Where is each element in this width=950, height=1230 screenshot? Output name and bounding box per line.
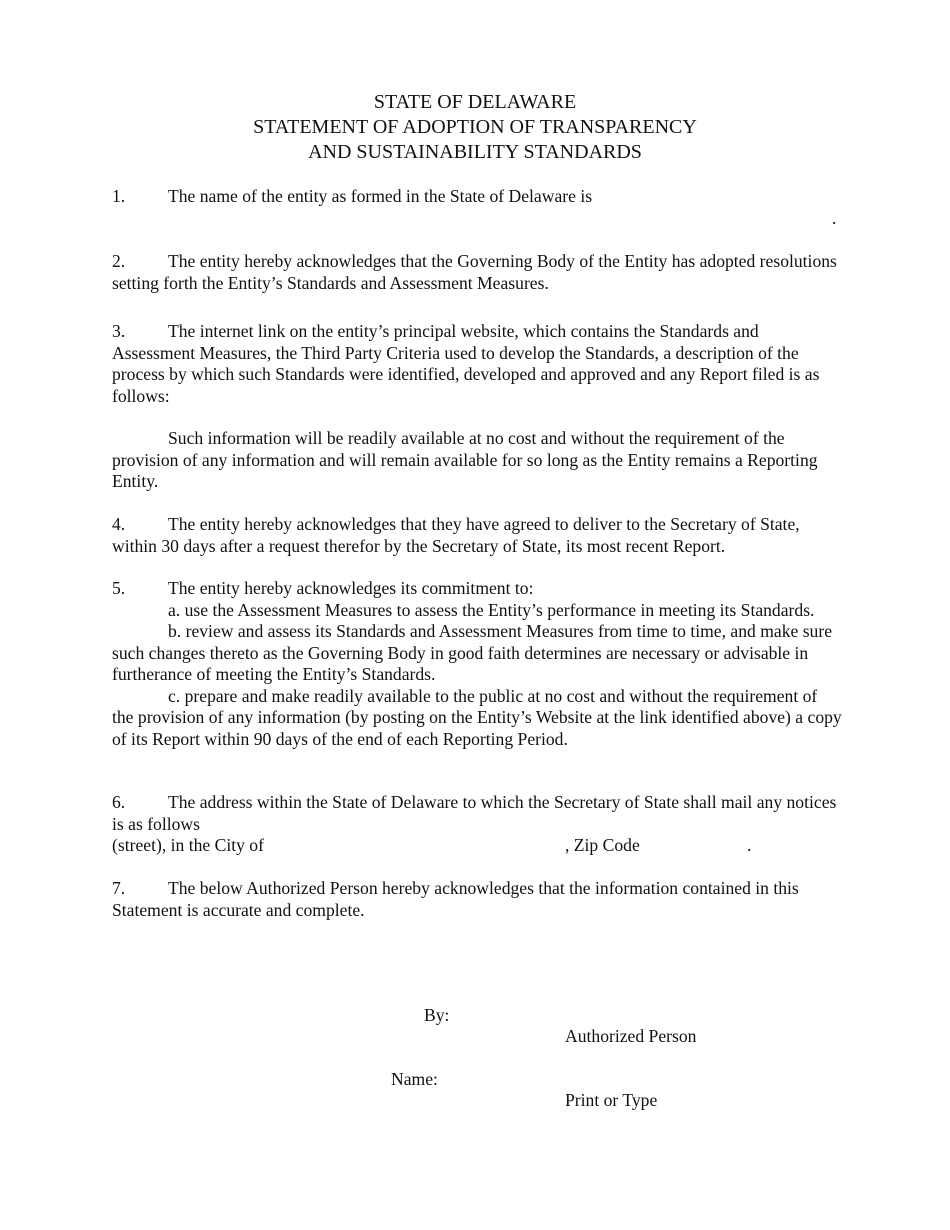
name-label: Name:	[391, 1069, 438, 1089]
section-number: 1.	[112, 186, 126, 206]
section-5-item-c: c. prepare and make readily available to the public at no cost and without the requirement of the provision of any information (by posting on the Entity’s Website at the link identified above) a copy of its Report within 90 days of the end of each Reporting Period.	[112, 685, 842, 749]
section-7	[112, 878, 842, 921]
print-or-type-caption: Print or Type	[565, 1090, 658, 1110]
section-3-paragraph	[112, 428, 842, 493]
section-3	[112, 321, 842, 407]
document-title	[0, 90, 950, 165]
title-line-3: AND SUSTAINABILITY STANDARDS	[308, 141, 642, 163]
section-3-para-text: Such information will be readily available at no cost and without the requirement of the provision of any information and will remain available for so long as the Entity remains a Reporting Entity.	[112, 428, 818, 491]
entity-name-line-end: .	[832, 208, 837, 228]
by-label: By:	[424, 1005, 450, 1025]
section-1	[112, 186, 842, 208]
section-3-text: The internet link on the entity’s principal website, which contains the Standards and Assessment Measures, the Third Party Criteria used to develop the Standards, a description of the process by which such Standards were identified, developed and approved and any Report filed is as follows:	[112, 321, 820, 406]
title-line-1: STATE OF DELAWARE	[373, 91, 577, 113]
street-city-label: (street), in the City of	[112, 835, 264, 855]
section-2	[112, 251, 842, 294]
section-5-text: The entity hereby acknowledges its commitment to:	[168, 578, 534, 598]
section-number: 6.	[112, 792, 126, 812]
section-6-text: The address within the State of Delaware to which the Secretary of State shall mail any notices is as follows	[112, 792, 837, 834]
section-4	[112, 514, 842, 557]
section-6	[112, 792, 842, 835]
section-7-text: The below Authorized Person hereby acknowledges that the information contained in this Statement is accurate and complete.	[112, 878, 799, 920]
section-5-item-a: a. use the Assessment Measures to assess the Entity’s performance in meeting its Standards.	[168, 599, 815, 620]
section-2-text: The entity hereby acknowledges that the Governing Body of the Entity has adopted resolutions setting forth the Entity’s Standards and Assessment Measures.	[112, 251, 837, 293]
title-line-2: STATEMENT OF ADOPTION OF TRANSPARENCY	[253, 116, 697, 138]
section-5-item-b: b. review and assess its Standards and Assessment Measures from time to time, and make sure such changes thereto as the Governing Body in good faith determines are necessary or advisable in furtherance of meeting the Entity’s Standards.	[112, 621, 833, 684]
address-line-end: .	[747, 835, 752, 855]
section-number: 3.	[112, 321, 126, 341]
section-number: 7.	[112, 878, 126, 898]
authorized-person-caption: Authorized Person	[565, 1026, 697, 1046]
section-number: 5.	[112, 578, 126, 598]
zip-code-label: , Zip Code	[565, 835, 640, 855]
section-1-text: The name of the entity as formed in the State of Delaware is	[168, 186, 593, 206]
section-number: 2.	[112, 251, 126, 271]
section-number: 4.	[112, 514, 126, 534]
section-5	[112, 578, 842, 750]
section-4-text: The entity hereby acknowledges that they have agreed to deliver to the Secretary of State, within 30 days after a request therefor by the Secretary of State, its most recent Report.	[112, 514, 800, 556]
